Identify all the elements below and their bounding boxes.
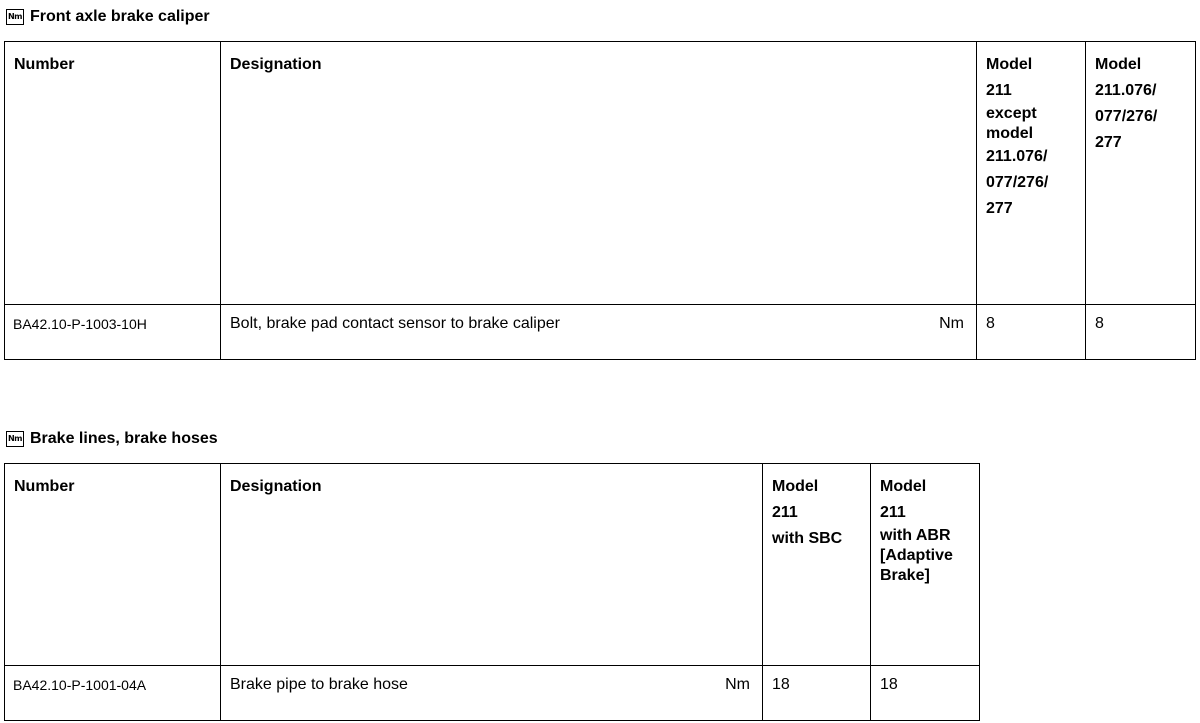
header-model-a-line: 211: [986, 82, 1012, 99]
header-model-a-line: except: [986, 105, 1037, 122]
header-model-a-line: Model: [772, 478, 819, 495]
header-model-a-line: 077/276/: [986, 174, 1049, 191]
header-model-b: [871, 464, 980, 666]
section-title-front-axle: [6, 8, 210, 26]
header-model-a-line: model: [986, 125, 1034, 142]
cell-value-model-b: 8: [1086, 304, 1196, 359]
table-header-row: [5, 464, 980, 666]
table-row: [5, 666, 980, 721]
section-title-text: Front axle brake caliper: [30, 8, 210, 25]
cell-number: BA42.10-P-1003-10H: [5, 304, 221, 359]
cell-designation: [221, 304, 977, 359]
header-model-b-line: [Adaptive: [880, 547, 953, 564]
header-number: Number: [5, 464, 221, 666]
header-model-b: [1086, 42, 1196, 305]
section-title-brake-lines: [6, 430, 218, 448]
header-model-a-line: Model: [986, 56, 1033, 73]
designation-text: Brake pipe to brake hose: [230, 676, 408, 693]
header-model-a: [763, 464, 871, 666]
header-model-b-line: Model: [1095, 56, 1142, 73]
header-model-b-line: 211: [880, 504, 906, 521]
torque-table-front-axle: [4, 41, 1196, 360]
torque-nm-icon: Nm: [6, 9, 24, 25]
header-model-b-line: 277: [1095, 134, 1122, 151]
table-header-row: [5, 42, 1196, 305]
cell-value-model-a: 8: [977, 304, 1086, 359]
header-model-a-line: with SBC: [772, 530, 843, 547]
unit-label: Nm: [725, 676, 750, 693]
header-model-b-line: with ABR: [880, 527, 951, 544]
header-model-b-line: Model: [880, 478, 927, 495]
header-model-a: [977, 42, 1086, 305]
table-row: [5, 304, 1196, 359]
torque-nm-icon: Nm: [6, 431, 24, 447]
unit-label: Nm: [939, 314, 964, 332]
cell-number: BA42.10-P-1001-04A: [5, 666, 221, 721]
header-number: Number: [5, 42, 221, 305]
header-model-a-line: 211: [772, 504, 798, 521]
header-model-b-line: 077/276/: [1095, 108, 1158, 125]
cell-value-model-a: 18: [763, 666, 871, 721]
header-designation: Designation: [221, 42, 977, 305]
header-model-a-line: 277: [986, 200, 1013, 217]
header-designation: Designation: [221, 464, 763, 666]
torque-table-brake-lines: [4, 463, 980, 721]
header-model-a-line: 211.076/: [986, 148, 1048, 165]
header-model-b-line: 211.076/: [1095, 82, 1157, 99]
cell-value-model-b: 18: [871, 666, 980, 721]
cell-designation: [221, 666, 763, 721]
section-title-text: Brake lines, brake hoses: [30, 430, 218, 447]
header-model-b-line: Brake]: [880, 567, 930, 584]
designation-text: Bolt, brake pad contact sensor to brake caliper: [230, 314, 560, 332]
